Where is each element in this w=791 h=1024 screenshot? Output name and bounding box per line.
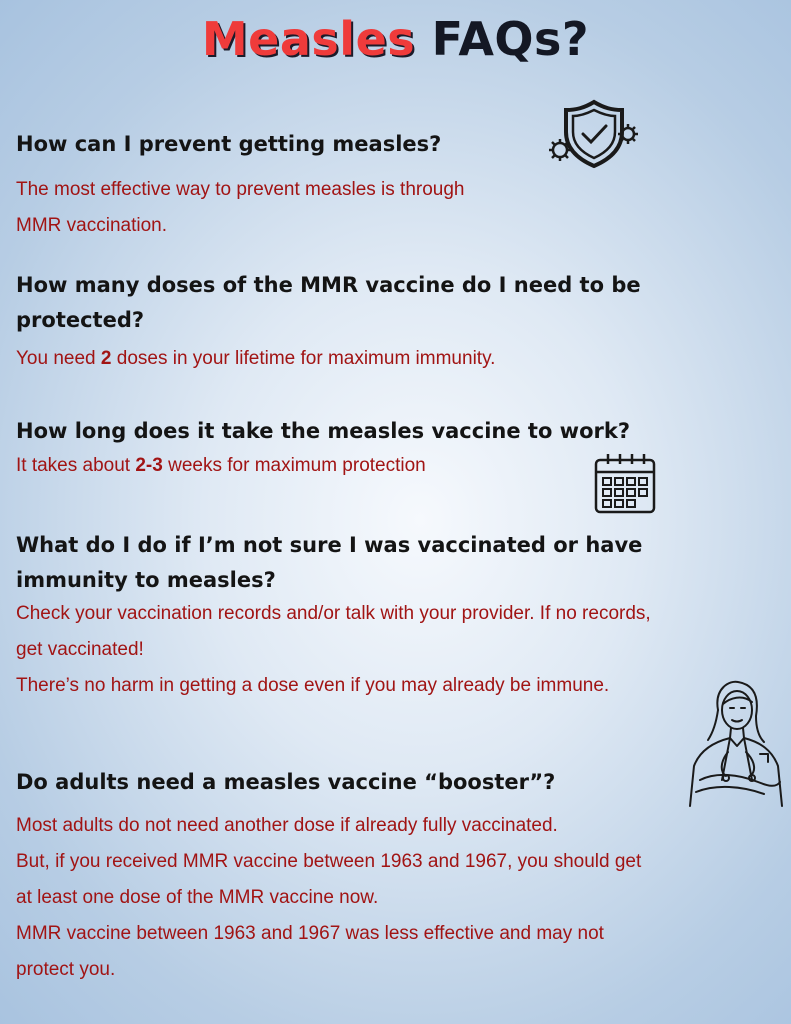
faq-answer-2 [16,341,495,377]
faq-question-4-line-2: immunity to measles? [16,568,276,592]
faq-answer-5-line-1: Most adults do not need another dose if already fully vaccinated. [16,815,558,836]
faq-answer-1 [16,172,464,244]
faq-answer-2-post: doses in your lifetime for maximum immunity. [111,348,496,369]
faq-question-5: Do adults need a measles vaccine “booster”? [16,770,556,794]
faq-question-2-line-1: How many doses of the MMR vaccine do I need to be [16,273,641,297]
faq-answer-4 [16,596,651,704]
faq-question-3: How long does it take the measles vaccine to work? [16,419,631,443]
faq-answer-3-post: weeks for maximum protection [162,455,426,476]
faq-answer-3 [16,448,426,484]
faq-answer-5-line-3: at least one dose of the MMR vaccine now. [16,887,379,908]
faq-answer-4-line-2: get vaccinated! [16,639,144,660]
faq-answer-4-line-1: Check your vaccination records and/or talk with your provider. If no records, [16,603,651,624]
calendar-icon [592,450,658,516]
title-word-faqs: FAQs? [431,12,590,66]
faq-question-2 [16,268,641,338]
faq-question-4 [16,528,642,598]
title-word-measles: Measles [201,12,416,66]
page-title [0,12,791,66]
faq-answer-2-bold: 2 [100,348,112,369]
faq-answer-4-line-3: There’s no harm in getting a dose even if you may already be immune. [16,675,610,696]
faq-question-4-line-1: What do I do if I’m not sure I was vaccinated or have [16,533,643,557]
faq-answer-5 [16,808,641,988]
shield-virus-icon [548,98,640,170]
faq-question-2-line-2: protected? [16,308,145,332]
faq-answer-5-line-2: But, if you received MMR vaccine between 1963 and 1967, you should get [16,851,642,872]
faq-answer-1-line-2: MMR vaccination. [16,215,167,236]
faq-answer-1-line-1: The most effective way to prevent measles is through [16,179,465,200]
faq-answer-3-pre: It takes about [16,455,136,476]
faq-answer-2-pre: You need [16,348,101,369]
faq-answer-3-bold: 2-3 [135,455,163,476]
doctor-illustration [686,676,786,808]
faq-answer-5-line-4: MMR vaccine between 1963 and 1967 was less effective and may not [16,923,604,944]
faq-answer-5-line-5: protect you. [16,959,116,980]
faq-question-1: How can I prevent getting measles? [16,132,442,156]
